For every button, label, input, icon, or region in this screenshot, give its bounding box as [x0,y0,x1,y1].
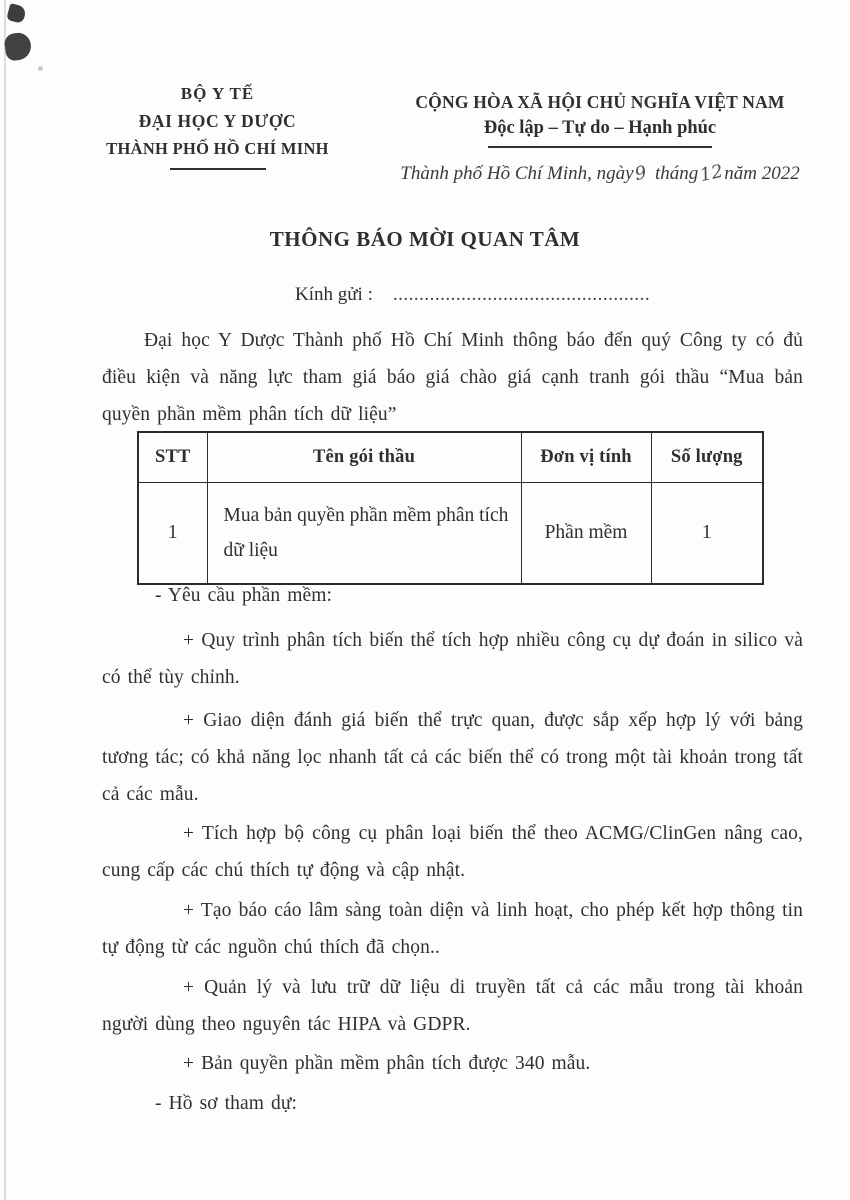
package-table [137,431,764,585]
dateline-suffix: năm 2022 [724,163,800,184]
requirement-item: + Giao diện đánh giá biến thể trực quan, được sắp xếp hợp lý với bảng tương tác; có khả năng lọc nhanh tất cả các biến thể có trong một tài khoản trong tất cả các mẫu. [102,710,803,805]
dateline-month-label: tháng [655,163,699,184]
salutation-line [295,284,650,306]
dateline [388,160,812,187]
salutation-dotted-line: ................................................. [392,284,651,305]
scan-speck [38,66,43,71]
requirement-item: + Quy trình phân tích biến thể tích hợp nhiều công cụ dự đoán in silico và có thể tùy chỉnh. [102,630,803,688]
requirement-item: + Tích hợp bộ công cụ phân loại biến thể theo ACMG/ClinGen nâng cao, cung cấp các chú thích tự động và cập nhật. [102,823,803,881]
dateline-prefix: Thành phố Hồ Chí Minh, ngày [400,163,634,184]
requirement-item: + Tạo báo cáo lâm sàng toàn diện và linh hoạt, cho phép kết hợp thông tin tự động từ các nguồn chú thích đã chọn.. [102,900,803,958]
scan-edge-line [4,0,6,1200]
requirement-item: + Quản lý và lưu trữ dữ liệu di truyền tất cả các mẫu trong tài khoản người dùng theo nguyên tác HIPA và GDPR. [102,977,803,1035]
issuer-city: THÀNH PHỐ HỒ CHÍ MINH [106,139,329,158]
salutation-label: Kính gửi : [295,284,373,305]
issuer-university: ĐẠI HỌC Y DƯỢC [138,111,297,131]
intro-paragraph: Đại học Y Dược Thành phố Hồ Chí Minh thông báo đến quý Công ty có đủ điều kiện và năng lực tham giá báo giá chào giá cạnh tranh gói thầu “Mua bản quyền phần mềm phân tích dữ liệu” [102,330,803,425]
table-row [138,483,763,585]
requirements-heading: - Yêu cầu phần mềm: [155,585,333,606]
cell-unit: Phần mềm [521,483,651,585]
scan-artifact-mark-top [6,3,27,24]
col-header-quantity: Số lượng [651,432,763,483]
national-underline [488,146,712,148]
col-header-stt: STT [138,432,207,483]
national-header-block [388,92,812,185]
cell-quantity: 1 [651,483,763,585]
col-header-unit: Đơn vị tính [521,432,651,483]
handwritten-month: 12 [698,160,726,187]
handwritten-day: 9 [632,162,649,185]
issuer-header-block [95,84,340,170]
table-header-row [138,432,763,483]
issuer-ministry: BỘ Y TẾ [180,84,255,103]
document-title: THÔNG BÁO MỜI QUAN TÂM [269,227,581,251]
requirement-item: + Bản quyền phần mềm phân tích được 340 mẫu. [183,1053,591,1074]
scan-artifact-mark-bottom [3,31,33,61]
cell-stt: 1 [138,483,207,585]
issuer-underline [170,168,266,170]
national-motto-line2: Độc lập – Tự do – Hạnh phúc [483,118,717,138]
cell-package-name: Mua bản quyền phần mềm phân tích dữ liệu [207,483,521,585]
dossier-heading: - Hồ sơ tham dự: [155,1093,298,1114]
col-header-package-name: Tên gói thầu [207,432,521,483]
national-motto-line1: CỘNG HÒA XÃ HỘI CHỦ NGHĨA VIỆT NAM [415,92,785,112]
